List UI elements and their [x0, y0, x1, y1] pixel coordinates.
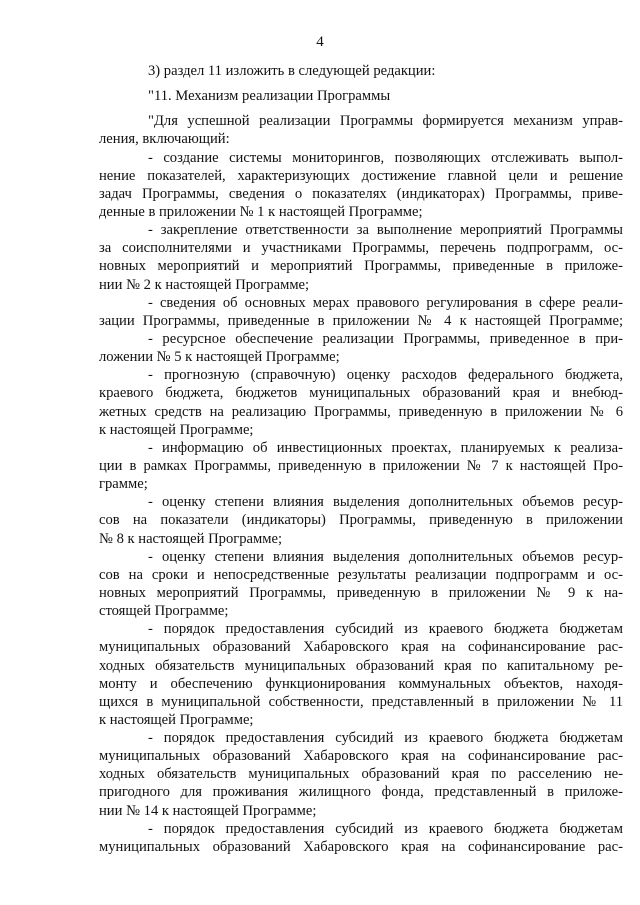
text-line: - закрепление ответственности за выполнение мероприятий Программы [148, 222, 623, 239]
text-line: нение показателей, характеризующих достижение главной цели и решение [99, 167, 623, 184]
text-line: муниципальных образований Хабаровского края на софинансирование рас- [99, 639, 623, 656]
paragraph-gap [99, 105, 623, 112]
text-line: сов на показатели (индикаторы) Программы, приведенную в приложении [99, 512, 623, 529]
text-line: краевого бюджета, бюджетов муниципальных образований края и внебюд- [99, 385, 623, 402]
text-line: грамме; [99, 476, 148, 493]
text-line: сов на сроки и непосредственные результаты реализации подпрограмм и ос- [99, 566, 623, 583]
text-line: муниципальных образований Хабаровского края на софинансирование рас- [99, 748, 623, 765]
text-line: - порядок предоставления субсидий из краевого бюджета бюджетам [148, 621, 623, 638]
text-line: к настоящей Программе; [99, 711, 254, 728]
text-line: - оценку степени влияния выделения дополнительных объемов ресур- [148, 548, 623, 565]
page-number: 4 [316, 34, 324, 50]
text-line: новных мероприятий Программы, приведенную в приложении № 9 к на- [99, 584, 623, 601]
text-line: пригодного для проживания жилищного фонда, представленный в приложе- [99, 784, 623, 801]
text-line: к настоящей Программе; [99, 421, 254, 438]
text-line: - ресурсное обеспечение реализации Программы, приведенное в при- [148, 330, 623, 347]
text-line: нии № 2 к настоящей Программе; [99, 276, 310, 293]
text-line: новных мероприятий и мероприятий Программы, приведенные в приложе- [99, 258, 623, 275]
text-line: - информацию об инвестиционных проектах, планируемых к реализа- [148, 439, 623, 456]
text-line: стоящей Программе; [99, 603, 229, 620]
text-line: "11. Механизм реализации Программы [148, 88, 391, 105]
text-line: - сведения об основных мерах правового регулирования в сфере реали- [148, 294, 623, 311]
text-line: за соисполнителями и участниками Программы, перечень подпрограмм, ос- [99, 240, 623, 257]
text-line: ходных обязательств муниципальных образований края по расселению не- [99, 766, 623, 783]
document-body [99, 62, 623, 856]
text-line: - оценку степени влияния выделения дополнительных объемов ресур- [148, 494, 623, 511]
text-line: муниципальных образований Хабаровского края на софинансирование рас- [99, 838, 623, 855]
text-line: жетных средств на реализацию Программы, приведенную в приложении № 6 [99, 403, 623, 420]
text-line: щихся в муниципальной собственности, представленный в приложении № 11 [99, 693, 623, 710]
text-line: нии № 14 к настоящей Программе; [99, 802, 317, 819]
text-line: - порядок предоставления субсидий из краевого бюджета бюджетам [148, 820, 623, 837]
text-line: монту и обеспечению функционирования коммунальных объектов, находя- [99, 675, 623, 692]
text-line: ции в рамках Программы, приведенную в приложении № 7 к настоящей Про- [99, 457, 623, 474]
paragraph-gap [99, 80, 623, 87]
text-line: ления, включающий: [99, 131, 230, 148]
text-line: зации Программы, приведенные в приложении № 4 к настоящей Программе; [99, 312, 623, 329]
text-line: "Для успешной реализации Программы формируется механизм управ- [148, 113, 623, 130]
text-line: - создание системы мониторингов, позволяющих отслеживать выпол- [148, 149, 623, 166]
text-line: - порядок предоставления субсидий из краевого бюджета бюджетам [148, 730, 623, 747]
text-line: 3) раздел 11 изложить в следующей редакции: [148, 63, 436, 79]
text-line: № 8 к настоящей Программе; [99, 530, 283, 547]
text-line: задач Программы, сведения о показателях (индикаторах) Программы, приве- [99, 185, 623, 202]
text-line: - прогнозную (справочную) оценку расходов федерального бюджета, [148, 367, 623, 384]
text-line: ходных обязательств муниципальных образований края по капитальному ре- [99, 657, 623, 674]
text-line: ложении № 5 к настоящей Программе; [99, 349, 340, 366]
text-line: денные в приложении № 1 к настоящей Программе; [99, 203, 423, 220]
